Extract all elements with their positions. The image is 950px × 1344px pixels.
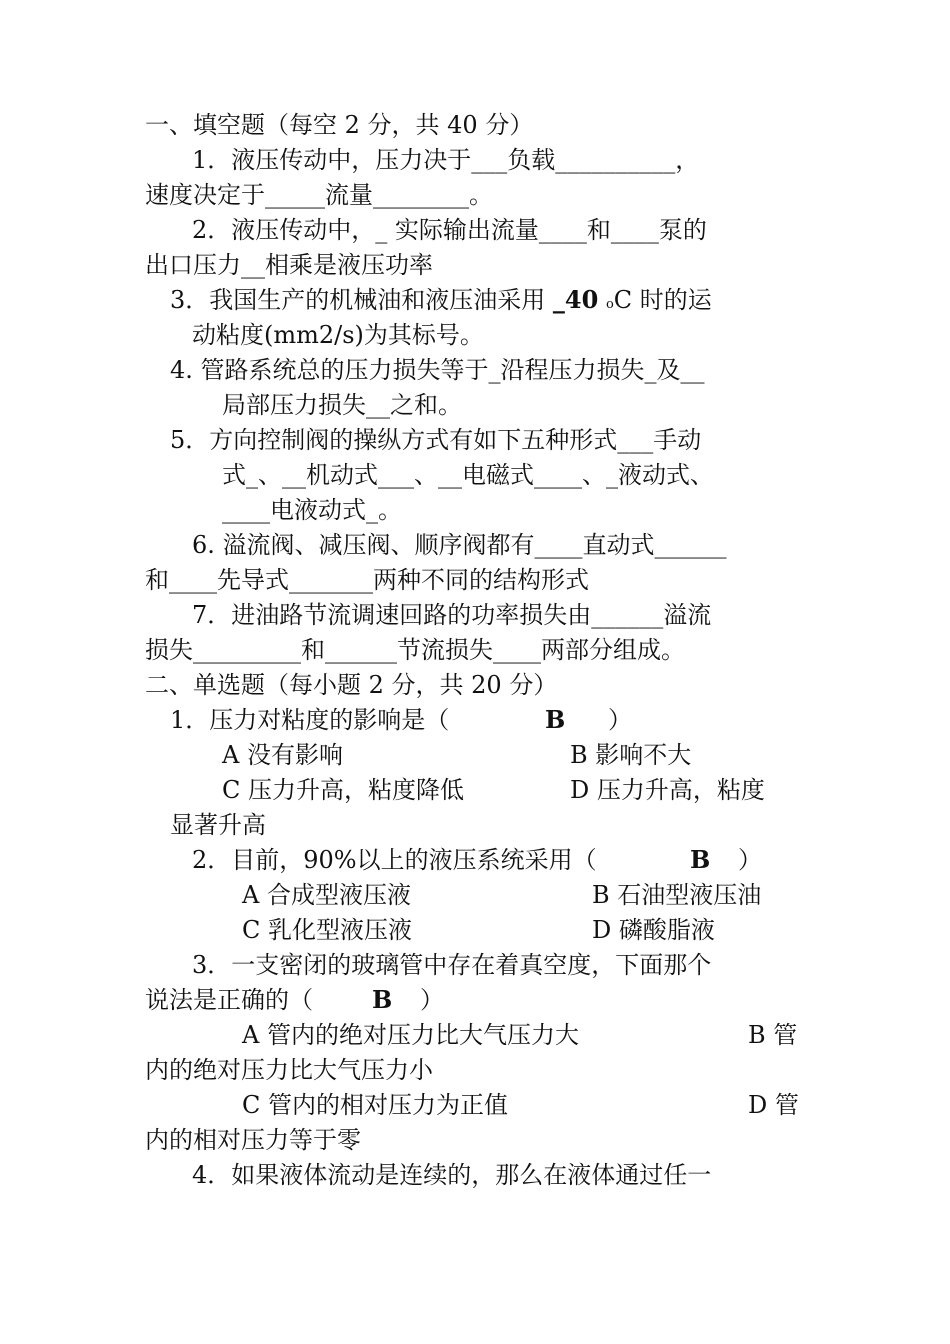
question-2-line-1: 2．液压传动中，_ 实际输出流量____和____泵的 [192,216,707,244]
mc-2-option-c: C 乳化型液压液 [242,916,412,944]
question-3-text: 3．我国生产的机械油和液压油采用 _40 oC 时的运 [170,285,712,314]
degree-mark: o [605,297,614,312]
section-title-fill-in: 一、填空题（每空 2 分，共 40 分） [145,111,534,139]
mc-question-3-option-d-cont: 内的相对压力等于零 [145,1126,361,1154]
mc-question-2-options-ab [0,878,950,912]
mc-question-3-stem-line-1: 3．一支密闭的玻璃管中存在着真空度，下面那个 [192,951,712,979]
mc-3-option-b: B 管 [748,1021,798,1049]
question-7-line-2: 损失_________和______节流损失____两部分组成。 [145,636,685,664]
mc-question-1-option-d-cont: 显著升高 [170,811,266,839]
mc-1-option-c: C 压力升高，粘度降低 [222,776,464,804]
mc-3-option-a: A 管内的绝对压力比大气压力大 [242,1021,579,1049]
mc-question-2-options-cd [0,913,950,947]
question-5-line-3: ____电液动式_。 [222,496,402,524]
question-3-line-1 [0,283,950,317]
question-2-line-2: 出口压力__相乘是液压功率 [145,251,433,279]
mc-1-option-b: B 影响不大 [570,741,692,769]
mc-1-answer: B [545,705,566,734]
question-1-line-2: 速度决定于_____流量________。 [145,181,493,209]
mc-question-3-option-c-line [0,1088,950,1122]
mc-question-1-options-ab [0,738,950,772]
mc-2-answer: B [690,845,711,874]
question-7-line-1: 7．进油路节流调速回路的功率损失由______溢流 [192,601,712,629]
mc-question-1-stem: 1．压力对粘度的影响是（ B ） [0,703,950,737]
mc-3-option-d: D 管 [748,1091,799,1119]
mc-2-option-b: B 石油型液压油 [592,881,762,909]
question-4-line-2: 局部压力损失__之和。 [222,391,462,419]
section-title-single-choice: 二、单选题（每小题 2 分，共 20 分） [145,671,558,699]
question-5-line-1: 5．方向控制阀的操纵方式有如下五种形式___手动 [170,426,702,454]
question-6-line-2: 和____先导式_______两种不同的结构形式 [145,566,589,594]
mc-1-option-a: A 没有影响 [222,741,343,769]
mc-question-2-stem: 2．目前，90%以上的液压系统采用（ B ） [0,843,950,877]
question-4-line-1: 4. 管路系统总的压力损失等于_沿程压力损失_及__ [170,356,705,384]
mc-1-option-d: D 压力升高，粘度 [570,776,765,804]
question-6-line-1: 6. 溢流阀、减压阀、顺序阀都有____直动式______ [192,531,727,559]
mc-question-4-stem: 4．如果液体流动是连续的，那么在液体通过任一 [192,1161,712,1189]
mc-question-3-option-a-line [0,1018,950,1052]
question-5-line-2: 式_、__机动式___、__电磁式____、_液动式、 [222,461,714,489]
mc-3-answer: B [372,985,393,1014]
question-1-line-1: 1．液压传动中，压力决于___负载__________， [192,146,700,174]
mc-2-option-d: D 磷酸脂液 [592,916,715,944]
mc-2-option-a: A 合成型液压液 [242,881,411,909]
mc-question-1-options-cd [0,773,950,807]
mc-3-option-c: C 管内的相对压力为正值 [242,1091,508,1119]
question-3-line-2: 动粘度(mm2/s)为其标号。 [192,321,484,349]
mc-question-3-option-b-cont: 内的绝对压力比大气压力小 [145,1056,433,1084]
mc-question-3-stem-line-2: 说法是正确的（ B ） [0,983,950,1017]
temperature-value: _40 [552,285,599,314]
